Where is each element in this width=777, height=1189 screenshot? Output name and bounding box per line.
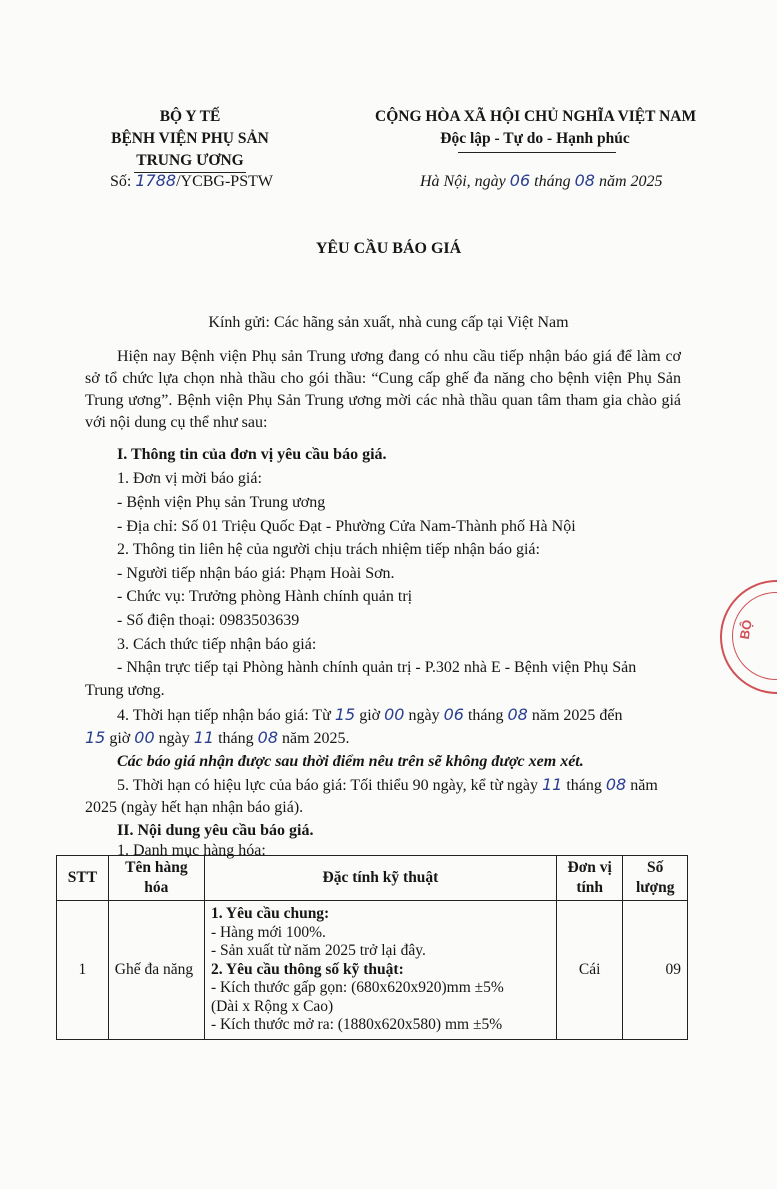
- document-date: [420, 170, 663, 193]
- cell-unit: Cái: [556, 901, 623, 1040]
- deadline-to-hour: 15: [85, 728, 106, 747]
- header-name: Tên hàng hóa: [108, 856, 204, 901]
- date-day: 06: [509, 171, 531, 190]
- intro-paragraph: Hiện nay Bệnh viện Phụ sản Trung ương đang có nhu cầu tiếp nhận báo giá để làm cơ sở tổ chức lựa chọn nhà thầu cho gói thầu: “Cung cấp ghế đa năng cho bệnh viện Phụ Sản Trung ương”. Bệnh viện Phụ Sản Trung ương mời các nhà thầu quan tâm tham gia chào giá với nội dung cụ thể như sau:: [85, 348, 681, 431]
- deadline-from-month: 08: [507, 705, 528, 724]
- spec-line: - Hàng mới 100%.: [210, 923, 326, 941]
- deadline-year-to: năm 2025 đến: [531, 707, 623, 724]
- deadline-from-day: 06: [443, 705, 464, 724]
- section1-line: - Bệnh viện Phụ sản Trung ương: [117, 494, 326, 511]
- header-unit: Đơn vị tính: [556, 856, 623, 901]
- deadline-year: năm 2025.: [282, 730, 350, 747]
- cell-stt: 1: [57, 901, 109, 1040]
- cell-qty: 09: [623, 901, 688, 1040]
- goods-list-label: 1. Danh mục hàng hóa:: [117, 842, 266, 859]
- national-motto: Độc lập - Tự do - Hạnh phúc: [440, 130, 630, 147]
- spec-heading: 2. Yêu cầu thông số kỹ thuật:: [210, 960, 404, 978]
- header-qty: Số lượng: [623, 856, 688, 901]
- section1-heading: I. Thông tin của đơn vị yêu cầu báo giá.: [117, 446, 387, 463]
- ministry-name: BỘ Y TẾ: [159, 108, 221, 125]
- section2-heading: II. Nội dung yêu cầu báo giá.: [117, 822, 314, 839]
- deadline-to-month: 08: [257, 728, 278, 747]
- deadline-to-day: 11: [193, 728, 215, 747]
- number-prefix: Số:: [110, 173, 132, 190]
- cell-name: Ghế đa năng: [108, 901, 204, 1040]
- date-month: 08: [574, 171, 595, 190]
- deadline-month-label: tháng: [467, 707, 504, 724]
- deadline-day-label: ngày: [158, 730, 190, 747]
- document-number: [110, 170, 273, 193]
- section1-line: - Số điện thoại: 0983503639: [117, 612, 300, 629]
- deadline-to-minute: 00: [134, 728, 155, 747]
- official-stamp: [720, 580, 777, 694]
- receive-method-line2: Trung ương.: [85, 682, 165, 699]
- deadline-day-label: ngày: [408, 707, 440, 724]
- section1-line: 3. Cách thức tiếp nhận báo giá:: [117, 636, 317, 653]
- section1-line: - Người tiếp nhận báo giá: Phạm Hoài Sơn.: [117, 565, 395, 582]
- validity-day: 11: [541, 775, 563, 794]
- spec-line: - Sản xuất từ năm 2025 trở lại đây.: [210, 942, 426, 959]
- spec-heading: 1. Yêu cầu chung:: [210, 905, 330, 922]
- validity-line2: 2025 (ngày hết hạn nhận báo giá).: [85, 799, 304, 816]
- deadline-hour-label: giờ: [359, 707, 381, 724]
- validity-line1: [117, 774, 658, 797]
- motto-underline: [458, 152, 616, 153]
- document-title: YÊU CẦU BÁO GIÁ: [315, 240, 462, 257]
- section1-line: - Chức vụ: Trưởng phòng Hành chính quản trị: [117, 588, 413, 605]
- goods-table: [56, 855, 688, 1040]
- cell-spec: [204, 901, 556, 1040]
- date-year: năm 2025: [598, 173, 663, 190]
- validity-month-label: tháng: [566, 777, 602, 794]
- section1-line: 2. Thông tin liên hệ của người chịu trách nhiệm tiếp nhận báo giá:: [117, 541, 540, 558]
- spec-line: - Kích thước gấp gọn: (680x620x920)mm ±5%: [210, 979, 504, 996]
- validity-year-label: năm: [630, 777, 658, 794]
- table-row: [57, 901, 688, 1040]
- section1-line: - Địa chỉ: Số 01 Triệu Quốc Đạt - Phường Cửa Nam-Thành phố Hà Nội: [117, 518, 576, 535]
- number-handwritten: 1788: [135, 171, 177, 190]
- validity-month: 08: [605, 775, 627, 794]
- hospital-name-line1: BỆNH VIỆN PHỤ SẢN: [111, 130, 269, 147]
- validity-prefix: 5. Thời hạn có hiệu lực của báo giá: Tối thiểu 90 ngày, kể từ ngày: [117, 777, 538, 794]
- table-header-row: [57, 856, 688, 901]
- late-submission-note: Các báo giá nhận được sau thời điểm nêu trên sẽ không được xem xét.: [117, 753, 584, 770]
- deadline-month-label: tháng: [218, 730, 254, 747]
- number-suffix: /YCBG-PSTW: [176, 173, 273, 190]
- deadline-from-hour: 15: [334, 705, 356, 724]
- stamp-text: BỘ: [736, 618, 755, 641]
- recipient-line: Kính gửi: Các hãng sản xuất, nhà cung cấp tại Việt Nam: [208, 314, 569, 331]
- deadline-line1: [117, 704, 623, 727]
- receive-method-line1: - Nhận trực tiếp tại Phòng hành chính quản trị - P.302 nhà E - Bệnh viện Phụ Sản: [117, 659, 637, 676]
- country-name: CỘNG HÒA XÃ HỘI CHỦ NGHĨA VIỆT NAM: [375, 108, 697, 125]
- date-month-label: tháng: [534, 173, 571, 190]
- section1-line: 1. Đơn vị mời báo giá:: [117, 470, 262, 487]
- deadline-hour-label: giờ: [109, 730, 131, 747]
- header-stt: STT: [57, 856, 109, 901]
- date-prefix: Hà Nội, ngày: [420, 173, 506, 190]
- deadline-prefix: 4. Thời hạn tiếp nhận báo giá: Từ: [117, 707, 331, 724]
- deadline-line2: [85, 727, 350, 750]
- spec-line: (Dài x Rộng x Cao): [210, 997, 334, 1015]
- spec-line: - Kích thước mở ra: (1880x620x580) mm ±5%: [210, 1016, 503, 1033]
- deadline-from-minute: 00: [384, 705, 405, 724]
- header-spec: Đặc tính kỹ thuật: [204, 856, 556, 901]
- hospital-name-line2: TRUNG ƯƠNG: [136, 152, 244, 169]
